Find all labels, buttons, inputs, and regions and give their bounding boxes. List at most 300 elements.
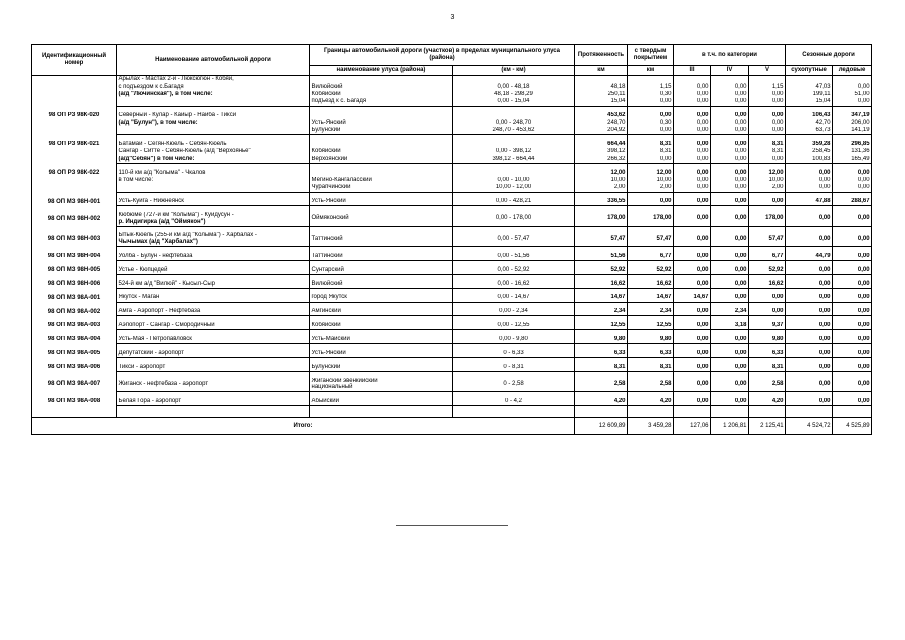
value-ice: 51,00 — [833, 91, 872, 98]
value-ice: 0,00 — [833, 364, 872, 372]
ulus-name-line: Сунтарский — [311, 266, 344, 273]
value-len: 2,58 — [575, 378, 628, 392]
value-ice: 0,00 — [833, 398, 872, 406]
value-ice — [833, 76, 872, 84]
road-name — [117, 398, 310, 406]
road-id — [32, 184, 117, 192]
ulus-name — [310, 177, 453, 184]
value-c4: 0,00 — [711, 184, 749, 192]
value-dry: 258,45 — [786, 148, 833, 155]
value-c3: 0,00 — [674, 83, 711, 90]
km-range: 0,00 - 12,55 — [453, 322, 575, 330]
km-range: 0,00 - 10,00 — [453, 177, 575, 184]
ulus-name — [310, 336, 453, 344]
road-id: 98 ОП МЗ 98Н-004 — [32, 253, 117, 261]
header-km-hard: км — [628, 66, 674, 76]
value-ice: 0,00 — [833, 336, 872, 344]
ulus-name — [310, 148, 453, 155]
value-len: 10,00 — [575, 177, 628, 184]
value-hard: 1,15 — [628, 83, 674, 90]
road-name-line: Усть-Куйга - Нижнеянск — [118, 198, 184, 205]
value-ice: 131,36 — [833, 148, 872, 155]
table-row — [32, 91, 872, 98]
value-c3: 0,00 — [674, 141, 711, 148]
value-dry: 0,00 — [786, 232, 833, 246]
ulus-name — [310, 280, 453, 288]
value-dry: 0,00 — [786, 336, 833, 344]
road-name-line: Белая Гора - аэропорт — [118, 398, 182, 405]
value-c5: 1,15 — [749, 83, 786, 90]
km-range: 0 - 2,58 — [453, 378, 575, 392]
ulus-name — [310, 83, 453, 90]
table-row — [32, 350, 872, 358]
road-name — [117, 280, 310, 288]
table-row — [32, 184, 872, 192]
ulus-name — [310, 198, 453, 206]
road-name-line-2: Чычымах (а/д "Харбалах") — [118, 239, 198, 246]
km-range: 0,00 - 52,92 — [453, 266, 575, 274]
value-len: 248,70 — [575, 119, 628, 126]
value-len: 51,56 — [575, 253, 628, 261]
value-c4: 0,00 — [711, 350, 749, 358]
road-id: 98 ОП МЗ 98Н-006 — [32, 280, 117, 288]
road-name — [117, 177, 310, 184]
km-range: 48,18 - 298,29 — [453, 91, 575, 98]
value-c5: 8,31 — [749, 141, 786, 148]
table-row — [32, 119, 872, 126]
value-hard: 0,00 — [628, 156, 674, 164]
road-name — [117, 169, 310, 176]
table-body — [32, 76, 872, 435]
value-ice: 0,00 — [833, 308, 872, 316]
road-name-line: Батамай - Сегян-Кюель - Себян-Кюель — [118, 140, 227, 147]
value-len: 336,55 — [575, 198, 628, 206]
road-id: 98 ОП РЗ 98К-022 — [32, 169, 117, 176]
value-c3: 0,00 — [674, 98, 711, 106]
value-c3: 14,67 — [674, 294, 711, 302]
value-hard: 8,31 — [628, 364, 674, 372]
value-c4: 0,00 — [711, 280, 749, 288]
ulus-name-line: Чурапчинский — [311, 184, 351, 191]
value-len: 8,31 — [575, 364, 628, 372]
km-range — [453, 76, 575, 84]
table-row — [32, 308, 872, 316]
table-row — [32, 127, 872, 135]
value-c5: 0,00 — [749, 98, 786, 106]
road-id: 98 ОП МЗ 98Н-005 — [32, 266, 117, 274]
table-row — [32, 378, 872, 392]
ulus-name — [310, 266, 453, 274]
km-range: 0,00 - 2,34 — [453, 308, 575, 316]
value-c3: 0,00 — [674, 184, 711, 192]
value-c5: 4,20 — [749, 398, 786, 406]
road-name-line: Якутск - Маган — [118, 294, 160, 301]
road-name — [117, 322, 310, 330]
road-name-line: Устье - Кюпцедей — [118, 266, 168, 273]
ulus-name-line: Вилюйский — [311, 280, 343, 287]
ulus-name — [310, 91, 453, 98]
value-c5: 2,58 — [749, 378, 786, 392]
total-row — [32, 418, 872, 435]
km-range: 0 - 6,33 — [453, 350, 575, 358]
value-c5: 0,00 — [749, 156, 786, 164]
road-name-line: 110-й км а/д "Колыма" - Чкалов — [118, 169, 206, 176]
km-range: 0 - 4,2 — [453, 398, 575, 406]
road-name-line: в том числе: — [118, 177, 154, 184]
header-cat-3: III — [674, 66, 711, 76]
road-name — [117, 148, 310, 155]
value-c5: 57,47 — [749, 232, 786, 246]
road-name — [117, 141, 310, 148]
value-c4: 0,00 — [711, 91, 749, 98]
road-id — [32, 91, 117, 98]
value-c3: 0,00 — [674, 212, 711, 226]
value-hard: 2,34 — [628, 308, 674, 316]
value-c5: 0,00 — [749, 198, 786, 206]
value-c5: 16,62 — [749, 280, 786, 288]
value-ice: 0,00 — [833, 280, 872, 288]
value-c3: 0,00 — [674, 198, 711, 206]
table-row — [32, 83, 872, 90]
km-range: 0 - 8,31 — [453, 364, 575, 372]
value-hard: 57,47 — [628, 232, 674, 246]
value-ice: 0,00 — [833, 83, 872, 90]
value-hard: 12,00 — [628, 169, 674, 176]
ulus-name-line: Усть-Майский — [311, 336, 350, 343]
value-ice: 0,00 — [833, 266, 872, 274]
value-hard: 0,30 — [628, 119, 674, 126]
road-name-line: (а/д"Себян") в том числе: — [118, 155, 195, 162]
road-id: 98 ОП МЗ 98Н-001 — [32, 198, 117, 206]
value-c4: 0,00 — [711, 112, 749, 119]
road-id: 98 ОП МЗ 98А-007 — [32, 378, 117, 392]
value-len: 48,18 — [575, 83, 628, 90]
value-c5: 8,31 — [749, 148, 786, 155]
value-c4: 0,00 — [711, 148, 749, 155]
value-hard: 14,67 — [628, 294, 674, 302]
table-row — [32, 398, 872, 406]
value-c4: 0,00 — [711, 127, 749, 135]
road-name-line: с подъездом к с.Багадя — [118, 83, 184, 90]
value-len: 9,80 — [575, 336, 628, 344]
km-range: 0,00 - 428,21 — [453, 198, 575, 206]
value-c4: 0,00 — [711, 232, 749, 246]
page-number: 3 — [450, 14, 455, 21]
value-c5: 10,00 — [749, 177, 786, 184]
ulus-name-line: Усть-Янский — [311, 198, 346, 205]
road-name — [117, 364, 310, 372]
ulus-name — [310, 212, 453, 226]
value-hard: 4,20 — [628, 398, 674, 406]
value-c5: 12,00 — [749, 169, 786, 176]
table-row — [32, 156, 872, 164]
value-c3: 0,00 — [674, 119, 711, 126]
total-dry: 4 524,72 — [786, 418, 833, 435]
table-row — [32, 253, 872, 261]
road-name-line: Уолба - Булун - нефтебаза — [118, 252, 193, 259]
km-range: 0,00 - 248,70 — [453, 119, 575, 126]
road-name — [117, 212, 310, 226]
ulus-name — [310, 169, 453, 176]
value-c3: 0,00 — [674, 169, 711, 176]
value-c5 — [749, 76, 786, 84]
road-name-line: Депутатский - аэропорт — [118, 350, 184, 357]
value-len: 14,67 — [575, 294, 628, 302]
value-dry: 0,00 — [786, 280, 833, 288]
km-range: 0,00 - 178,00 — [453, 212, 575, 226]
header-ice: ледовые — [833, 66, 872, 76]
km-range: 0,00 - 51,56 — [453, 253, 575, 261]
ulus-name-line: Усть-Янский — [311, 350, 346, 357]
road-id: 98 ОП МЗ 98Н-003 — [32, 232, 117, 246]
value-dry: 199,11 — [786, 91, 833, 98]
value-dry: 106,43 — [786, 112, 833, 119]
ulus-name — [310, 294, 453, 302]
road-name — [117, 76, 310, 84]
table-row — [32, 198, 872, 206]
value-dry: 47,88 — [786, 198, 833, 206]
value-c3: 0,00 — [674, 308, 711, 316]
value-len: 664,44 — [575, 141, 628, 148]
value-ice: 0,00 — [833, 98, 872, 106]
ulus-name — [310, 253, 453, 261]
value-ice: 0,00 — [833, 212, 872, 226]
value-c4: 0,00 — [711, 177, 749, 184]
road-name-line: 524-й км а/д "Вилюй" - Кысыл-Сыр — [118, 280, 216, 287]
value-hard — [628, 76, 674, 84]
value-c3: 0,00 — [674, 232, 711, 246]
header-dry: сухопутные — [786, 66, 833, 76]
value-c3: 0,00 — [674, 253, 711, 261]
value-c3: 0,00 — [674, 177, 711, 184]
value-hard: 0,00 — [628, 127, 674, 135]
value-dry: 0,00 — [786, 212, 833, 226]
ulus-name — [310, 232, 453, 246]
ulus-name — [310, 364, 453, 372]
roads-table — [31, 44, 872, 435]
value-c3: 0,00 — [674, 378, 711, 392]
road-id — [32, 177, 117, 184]
km-range: 0,00 - 48,18 — [453, 83, 575, 90]
ulus-name-line: Таттинский — [311, 235, 343, 242]
value-ice: 141,19 — [833, 127, 872, 135]
value-hard: 8,31 — [628, 148, 674, 155]
road-id — [32, 83, 117, 90]
value-len — [575, 76, 628, 84]
value-c3: 0,00 — [674, 350, 711, 358]
value-len: 12,00 — [575, 169, 628, 176]
value-c5: 8,31 — [749, 364, 786, 372]
road-name-line: Кюбюме (727-й км "Колыма") - Куйдусун - — [118, 211, 234, 218]
value-hard: 10,00 — [628, 177, 674, 184]
road-id: 98 ОП МЗ 98А-008 — [32, 398, 117, 406]
value-hard: 6,33 — [628, 350, 674, 358]
value-c5: 52,92 — [749, 266, 786, 274]
km-range: 0,00 - 9,80 — [453, 336, 575, 344]
value-hard: 0,00 — [628, 112, 674, 119]
value-dry: 0,00 — [786, 184, 833, 192]
road-name — [117, 232, 310, 246]
value-c4: 0,00 — [711, 266, 749, 274]
value-len: 2,00 — [575, 184, 628, 192]
value-ice: 0,00 — [833, 322, 872, 330]
header-cat-5: V — [749, 66, 786, 76]
value-hard: 0,00 — [628, 98, 674, 106]
road-id: 98 ОП МЗ 98А-001 — [32, 294, 117, 302]
value-ice: 288,67 — [833, 198, 872, 206]
value-ice: 0,00 — [833, 294, 872, 302]
value-c4: 0,00 — [711, 253, 749, 261]
road-id — [32, 76, 117, 84]
value-c4: 0,00 — [711, 83, 749, 90]
ulus-name-line: Вилюйский — [311, 83, 343, 90]
road-name — [117, 294, 310, 302]
road-name-line: (а/д "Булун"), в том числе: — [118, 119, 198, 126]
value-c4: 3,18 — [711, 322, 749, 330]
ulus-name-line: Булунский — [311, 127, 341, 134]
road-name — [117, 91, 310, 98]
header-hard-surface: с твердым покрытием — [628, 45, 674, 66]
table-row — [32, 76, 872, 84]
value-dry: 0,00 — [786, 177, 833, 184]
value-c5: 0,00 — [749, 294, 786, 302]
value-c5: 0,00 — [749, 119, 786, 126]
km-range: 0,00 - 14,67 — [453, 294, 575, 302]
total-c4: 1 206,81 — [711, 418, 749, 435]
value-len: 57,47 — [575, 232, 628, 246]
header-id: Идентификационный номер — [32, 45, 117, 76]
value-len: 15,04 — [575, 98, 628, 106]
ulus-name-line: город Якутск — [311, 294, 347, 301]
ulus-name — [310, 112, 453, 119]
value-c5: 2,00 — [749, 184, 786, 192]
value-c3: 0,00 — [674, 280, 711, 288]
road-name-line: Ытык-Кюель (255-й км а/д "Колыма") - Харбалах - — [118, 232, 257, 239]
total-len: 12 609,89 — [575, 418, 628, 435]
total-c3: 127,06 — [674, 418, 711, 435]
table-row — [32, 322, 872, 330]
value-dry: 0,00 — [786, 350, 833, 358]
value-len: 12,55 — [575, 322, 628, 330]
value-c4: 0,00 — [711, 364, 749, 372]
table-row — [32, 280, 872, 288]
value-len: 250,11 — [575, 91, 628, 98]
header-bounds: Границы автомобильной дороги (участков) в пределах муниципального улуса (района) — [310, 45, 575, 66]
ulus-name-line: Абыйский — [311, 398, 339, 405]
value-dry: 0,00 — [786, 378, 833, 392]
ulus-name — [310, 156, 453, 164]
ulus-name-line: подъезд к с. Багадя — [311, 98, 367, 105]
road-name — [117, 350, 310, 358]
value-ice: 0,00 — [833, 232, 872, 246]
value-ice: 0,00 — [833, 350, 872, 358]
km-range: 10,00 - 12,00 — [453, 184, 575, 192]
road-name — [117, 253, 310, 261]
value-c5: 0,00 — [749, 91, 786, 98]
value-c4: 0,00 — [711, 198, 749, 206]
value-ice: 347,19 — [833, 112, 872, 119]
road-name-line: Жиганск - нефтебаза - аэропорт — [118, 380, 209, 387]
value-c4: 0,00 — [711, 156, 749, 164]
value-dry — [786, 76, 833, 84]
value-c4: 0,00 — [711, 378, 749, 392]
value-dry: 0,00 — [786, 322, 833, 330]
road-name-line: Усть-Мая - Петропавловск — [118, 336, 192, 343]
value-c3: 0,00 — [674, 336, 711, 344]
header-km-range: (км - км) — [453, 66, 575, 76]
value-c5: 9,80 — [749, 336, 786, 344]
value-c5: 6,33 — [749, 350, 786, 358]
ulus-name-line: Кобяйский — [311, 91, 341, 98]
value-len: 204,92 — [575, 127, 628, 135]
road-name-line: Аэпопорт - Сангар - Смородичный — [118, 322, 215, 329]
road-name — [117, 112, 310, 119]
table-row — [32, 148, 872, 155]
ulus-name-line: Таттинский — [311, 252, 343, 259]
header-category: в т.ч. по категории — [674, 45, 786, 66]
value-dry: 0,00 — [786, 169, 833, 176]
road-id: 98 ОП РЗ 98К-020 — [32, 112, 117, 119]
value-c5: 9,37 — [749, 322, 786, 330]
value-ice: 0,00 — [833, 253, 872, 261]
ulus-name — [310, 76, 453, 84]
road-id — [32, 156, 117, 164]
value-hard: 0,00 — [628, 198, 674, 206]
total-label: Итого: — [32, 418, 575, 435]
road-name-line: Северный - Кулар - Кайыр - Наиба - Тикси — [118, 112, 237, 119]
value-ice: 0,00 — [833, 378, 872, 392]
value-hard: 12,55 — [628, 322, 674, 330]
road-name-line: Сангар - Ситте - Себян-Кюель (а/д "Верхоянье" — [118, 148, 251, 155]
road-name-line: Амга - Аэропорт - Нефтебаза — [118, 308, 201, 315]
ulus-name-line-2: национальный — [311, 384, 353, 391]
value-dry: 0,00 — [786, 266, 833, 274]
value-hard: 8,31 — [628, 141, 674, 148]
road-name — [117, 156, 310, 164]
value-len: 266,32 — [575, 156, 628, 164]
value-ice: 165,49 — [833, 156, 872, 164]
road-name — [117, 184, 310, 192]
ulus-name — [310, 119, 453, 126]
ulus-name — [310, 98, 453, 106]
table-row — [32, 112, 872, 119]
total-hard: 3 459,28 — [628, 418, 674, 435]
ulus-name — [310, 141, 453, 148]
value-hard: 178,00 — [628, 212, 674, 226]
value-c3: 0,00 — [674, 398, 711, 406]
road-name — [117, 83, 310, 90]
value-c4: 0,00 — [711, 336, 749, 344]
table-row — [32, 336, 872, 344]
table-row — [32, 232, 872, 246]
header-length: Протяженность — [575, 45, 628, 66]
road-id: 98 ОП МЗ 98А-006 — [32, 364, 117, 372]
value-dry: 0,00 — [786, 294, 833, 302]
table-row — [32, 177, 872, 184]
value-len: 2,34 — [575, 308, 628, 316]
value-dry: 15,04 — [786, 98, 833, 106]
road-id — [32, 98, 117, 106]
road-id: 98 ОП МЗ 98А-005 — [32, 350, 117, 358]
km-range: 0,00 - 16,62 — [453, 280, 575, 288]
value-c5: 6,77 — [749, 253, 786, 261]
value-c3: 0,00 — [674, 127, 711, 135]
value-len: 6,33 — [575, 350, 628, 358]
value-c4: 0,00 — [711, 212, 749, 226]
km-range: 0,00 - 398,12 — [453, 148, 575, 155]
road-name-line: Арылах - Мастах 2-й - Люксюгюн - Кобяй, — [118, 76, 234, 83]
value-c3: 0,00 — [674, 148, 711, 155]
